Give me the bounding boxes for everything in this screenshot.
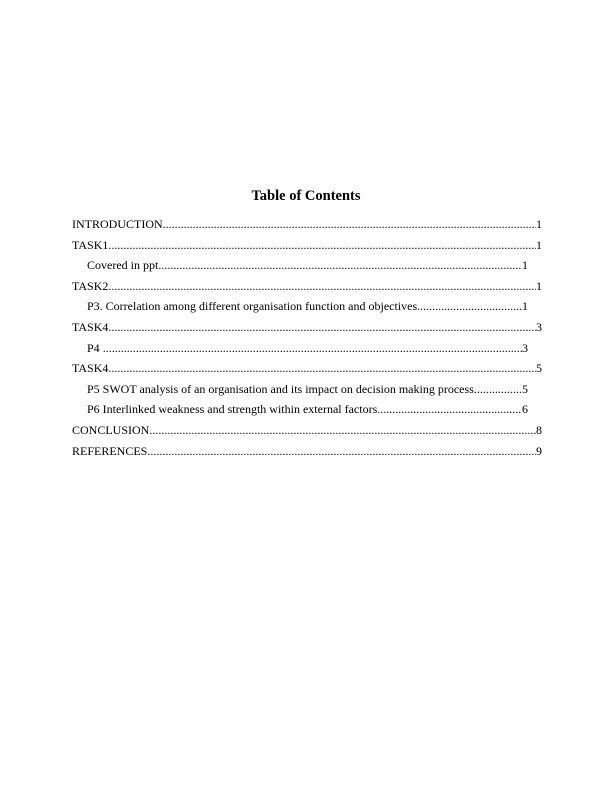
toc-page-number: 1 [536,237,542,252]
toc-dot-leader [377,402,522,417]
toc-page-number: 1 [522,258,528,273]
toc-entry-label: Covered in ppt [87,258,159,273]
toc-dot-leader [108,361,536,376]
toc-dot-leader [417,299,522,314]
toc-entry-label: REFERENCES [72,443,148,458]
toc-page-number: 6 [522,402,528,417]
toc-entry-references[interactable] [72,444,542,465]
toc-page-number: 1 [522,299,528,314]
toc-entry-label: P3. Correlation among different organisation function and objectives [87,299,418,314]
toc-page-number: 9 [536,443,542,458]
toc-entry-label: P5 SWOT analysis of an organisation and its impact on decision making process [87,381,474,396]
toc-dot-leader [147,444,536,459]
toc-dot-leader [108,238,536,253]
toc-dot-leader [158,258,522,273]
toc-entry-label: TASK2 [72,278,109,293]
toc-page-number: 8 [536,422,542,437]
toc-entry-conclusion[interactable] [72,423,542,444]
toc-entry-task2[interactable] [72,279,542,300]
toc-dot-leader [474,382,522,397]
toc-entry-p3[interactable] [87,299,542,320]
toc-entry-label: P4 [87,340,103,355]
toc-dot-leader [103,341,522,356]
toc-page-number: 5 [522,381,528,396]
toc-entry-label: INTRODUCTION [72,217,163,231]
toc-entry-label: TASK4 [72,319,109,334]
toc-entry-p4[interactable] [87,341,542,362]
toc-page-number: 5 [536,361,542,376]
toc-entry-task4-b[interactable] [72,361,542,382]
toc-page-number: 3 [536,319,542,334]
toc-dot-leader [108,320,536,335]
toc-entry-covered-in-ppt[interactable] [87,258,542,279]
toc-entry-label: CONCLUSION [72,422,150,437]
toc-entry-label: TASK4 [72,361,109,376]
toc-dot-leader [163,217,536,232]
toc-page-number: 1 [536,217,542,231]
toc-entry-task1[interactable] [72,238,542,259]
toc-entry-p6[interactable] [87,402,542,423]
toc-entry-label: TASK1 [72,237,109,252]
toc-dot-leader [149,423,536,438]
toc-dot-leader [108,279,536,294]
toc-entry-task4-a[interactable] [72,320,542,341]
toc-title: Table of Contents [251,188,361,204]
toc-entry-introduction[interactable] [72,217,542,238]
toc-list [72,217,542,464]
toc-entry-label: P6 Interlinked weakness and strength within external factors [87,402,378,417]
toc-page-number: 3 [522,340,528,355]
toc-entry-p5[interactable] [87,382,542,403]
toc-page-number: 1 [536,278,542,293]
